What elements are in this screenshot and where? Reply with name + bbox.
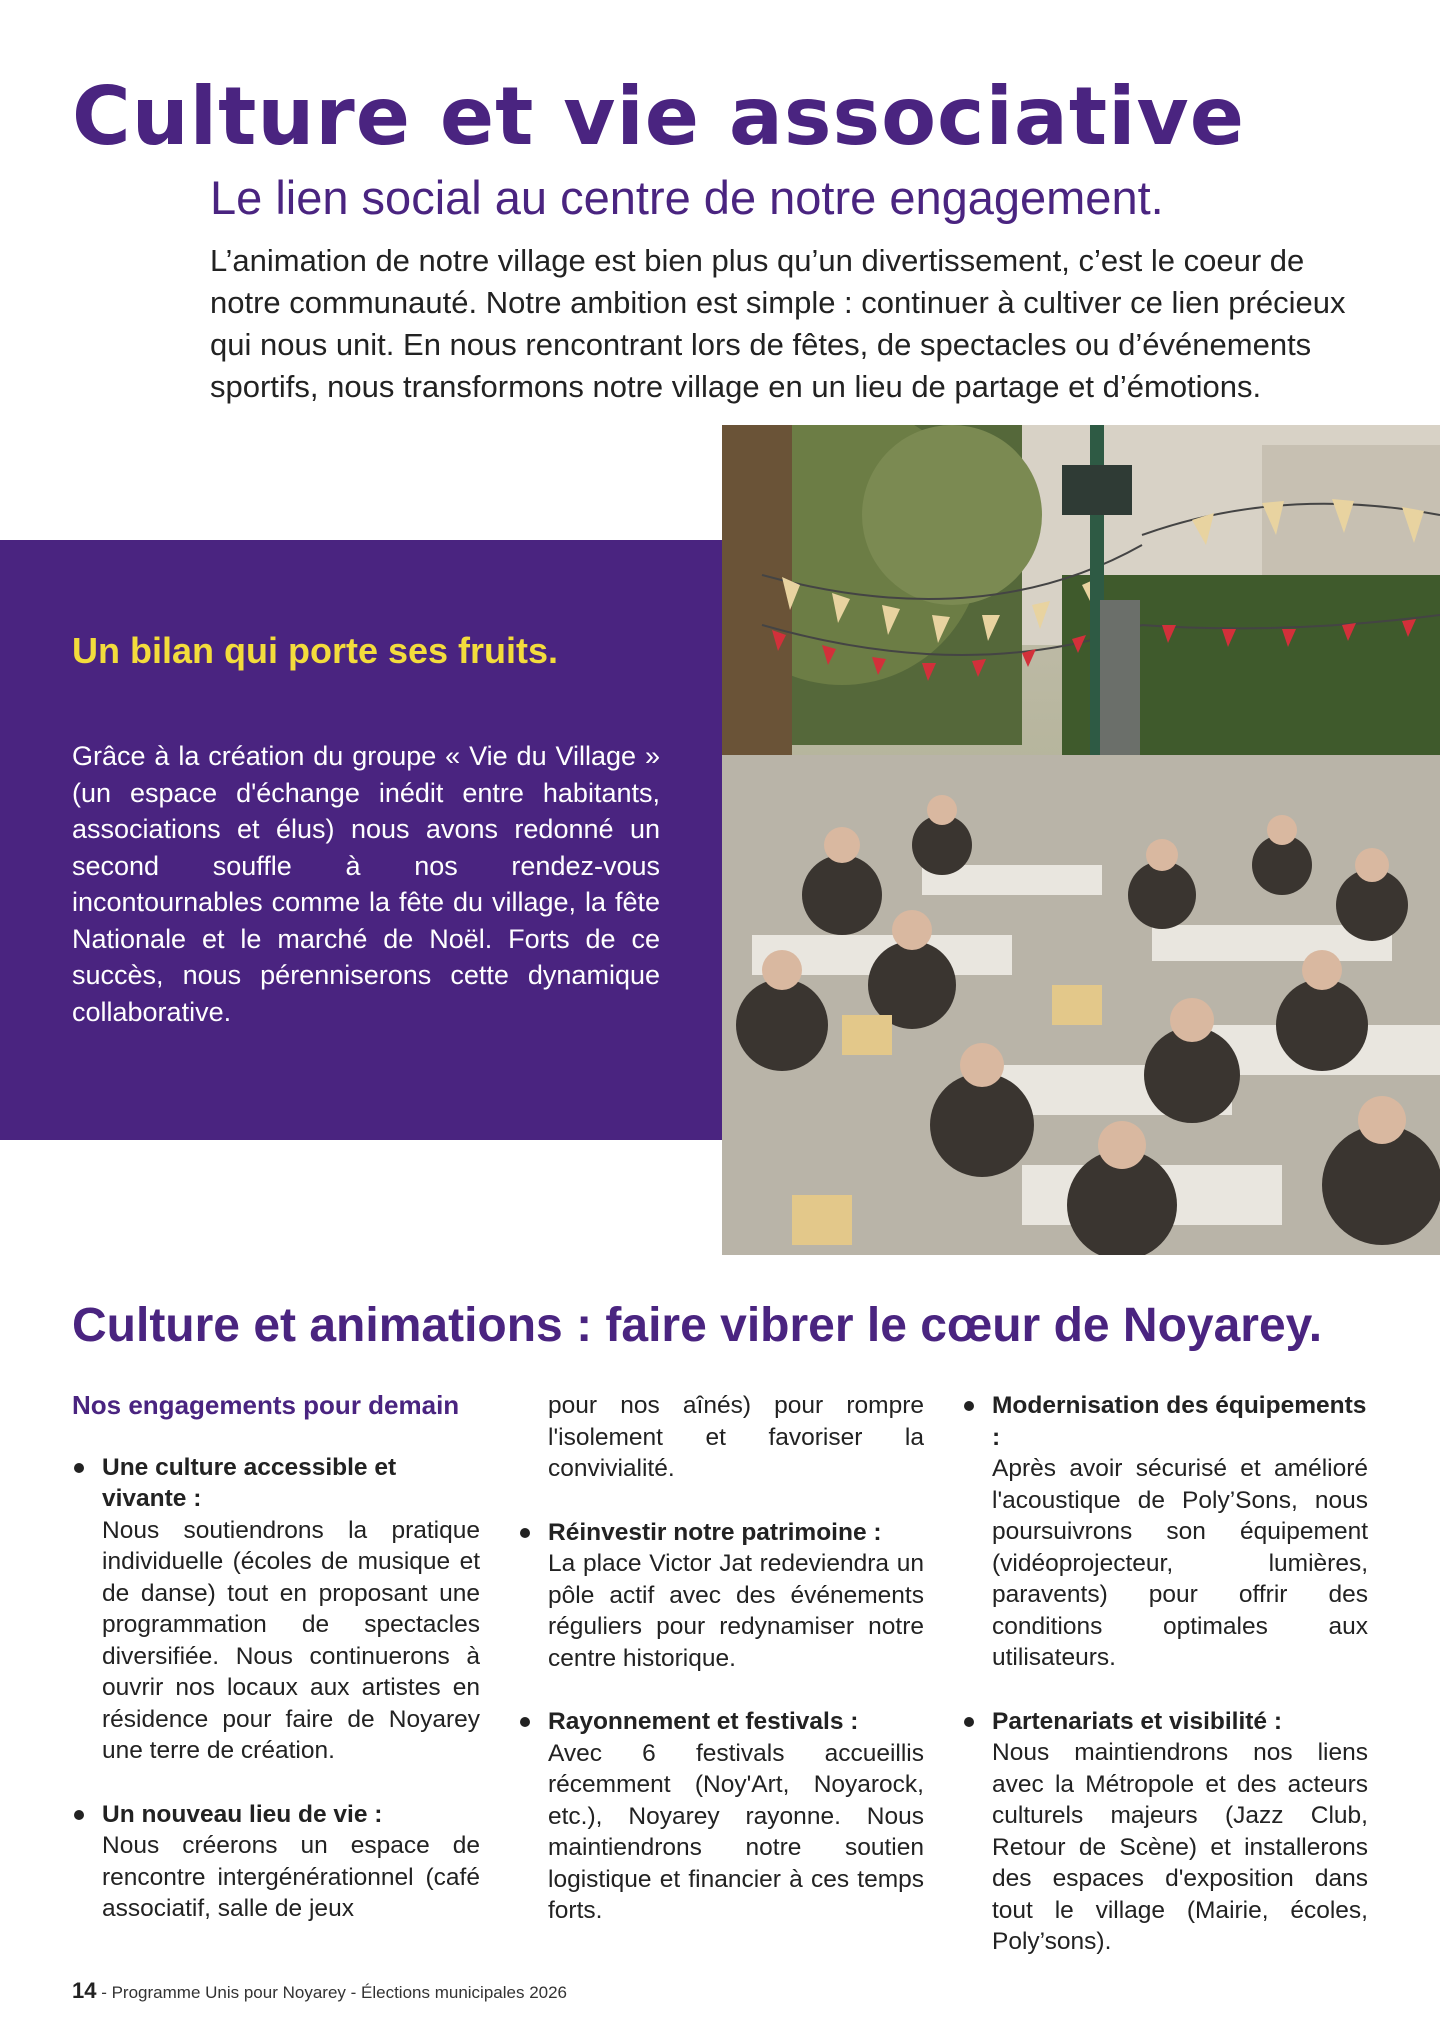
list-item: [72, 1452, 480, 1767]
engagements-list-3: [962, 1390, 1368, 1958]
intro-paragraph: L’animation de notre village est bien plus qu’un divertissement, c’est le coeur de notre communauté. Notre ambition est simple : continuer à cultiver ce lien précieux qui nous unit. En nous rencontrant lors de fêtes, de spectacles ou d’événements sportifs, nous transformons notre village en un lieu de partage et d’émotions.: [210, 243, 1346, 404]
list-item-continuation: pour nos aînés) pour rompre l'isolement et favoriser la convivialité.: [548, 1392, 924, 1482]
page-subtitle: Le lien social au centre de notre engagement.: [210, 171, 1164, 224]
column-1: [72, 1390, 480, 1957]
footer-text: - Programme Unis pour Noyarey - Élections municipales 2026: [96, 1983, 568, 2002]
list-item: [518, 1517, 924, 1675]
list-item-title: Modernisation des équipements :: [992, 1392, 1367, 1451]
page-number: 14: [72, 1978, 97, 2003]
bilan-heading: Un bilan qui porte ses fruits.: [72, 630, 559, 671]
list-item-text: La place Victor Jat redeviendra un pôle actif avec des événements réguliers pour redynamiser notre centre historique.: [548, 1550, 924, 1672]
village-festival-photo: [722, 425, 1440, 1255]
list-item-text: Nous soutiendrons la pratique individuelle (écoles de musique et de danse) tout en proposant une programmation de spectacles diversifiée. Nous continuerons à ouvrir nos locaux aux artistes en résidence pour faire de Noyarey une terre de création.: [102, 1516, 480, 1764]
list-item: [72, 1799, 480, 1925]
page-title: Culture et vie associative: [72, 70, 1245, 163]
section-title: Culture et animations : faire vibrer le cœur de Noyarey.: [72, 1299, 1323, 1352]
list-item-text: Nous créerons un espace de rencontre intergénérationnel (café associatif, salle de jeux: [102, 1832, 480, 1922]
column-3: [962, 1390, 1368, 1990]
list-item: [962, 1390, 1368, 1674]
engagements-heading: Nos engagements pour demain: [72, 1390, 460, 1420]
list-item-text: Après avoir sécurisé et amélioré l'acoustique de Poly’Sons, nous poursuivrons son équipement (vidéoprojecteur, lumières, paravents) pour offrir des conditions optimales aux utilisateurs.: [992, 1455, 1368, 1671]
list-item-title: Une culture accessible et vivante :: [102, 1453, 397, 1512]
list-item-title: Réinvestir notre patrimoine :: [548, 1518, 882, 1546]
list-item: [962, 1706, 1368, 1958]
page-footer: [72, 1978, 567, 2004]
column-2: [518, 1390, 924, 1959]
engagements-list-2: [518, 1517, 924, 1927]
list-item-title: Rayonnement et festivals :: [548, 1708, 859, 1735]
engagements-list-1: [72, 1452, 480, 1925]
bilan-text: Grâce à la création du groupe « Vie du Village » (un espace d'échange inédit entre habitants, associations et élus) nous avons redonné un second souffle à nos rendez-vous incontournables comme la fête du village, la fête Nationale et le marché de Noël. Forts de ce succès, nous pérenniserons cette dynamique collaborative.: [72, 741, 660, 1027]
list-item-title: Partenariats et visibilité :: [992, 1707, 1283, 1735]
list-item-text: Avec 6 festivals accueillis récemment (Noy'Art, Noyarock, etc.), Noyarey rayonne. Nous maintiendrons notre soutien logistique et financier à ces temps forts.: [548, 1739, 924, 1924]
list-item: [518, 1706, 924, 1927]
list-item-text: Nous maintiendrons nos liens avec la Métropole et des acteurs culturels majeurs (Jazz Club, Retour de Scène) et installerons des espaces d'exposition dans tout le village (Mairie, écoles, Poly’sons).: [992, 1739, 1368, 1955]
festival-photo-illustration: [722, 425, 1440, 1255]
list-item-title: Un nouveau lieu de vie :: [102, 1800, 383, 1828]
